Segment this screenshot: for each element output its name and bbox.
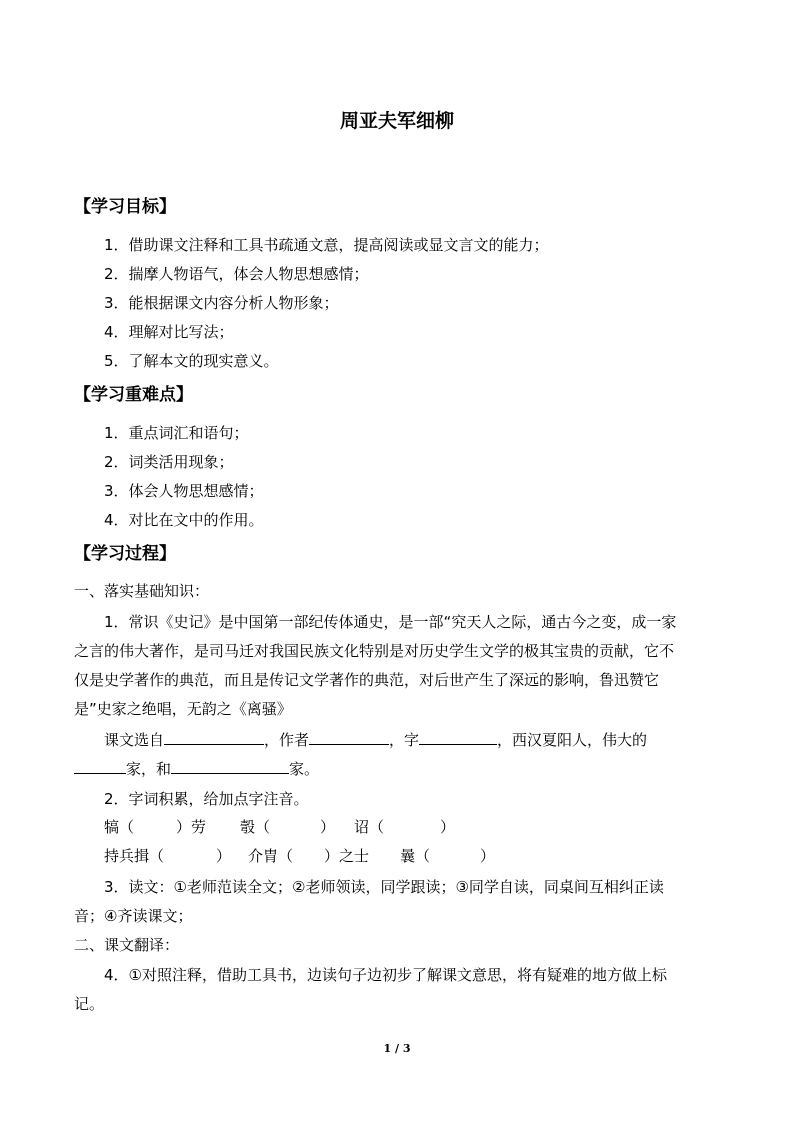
fill-text: ，作者 [264,731,310,749]
section-heading-process: 【学习过程】 [74,544,176,564]
fill-blank-author[interactable] [309,729,389,745]
fill-text: ，西汉夏阳人，伟大的 [497,731,648,749]
q3-line: 音；④齐读课文； [74,907,193,925]
fill-text: 家，和 [126,760,172,778]
key-point-item: 3．体会人物思想感情； [104,482,264,500]
part1-heading: 一、落实基础知识： [74,582,210,600]
fill-text: 家。 [289,760,320,778]
pinyin-word: 持兵揖（ [104,847,165,865]
fill-blank-courtesy-name[interactable] [419,729,497,745]
pinyin-word: 曩（ [400,847,431,865]
page-title: 周亚夫军细柳 [339,110,454,132]
pinyin-word: ） [320,818,336,836]
q3-line: 3．读文：①老师范读全文；②老师领读，同学跟读；③同学自读，同桌间互相纠正读 [104,878,664,896]
fill-text: ，字 [389,731,420,749]
pinyin-word: ）劳 [176,818,207,836]
q2-heading: 2．字词积累，给加点字注音。 [104,790,309,808]
q1-line: 之言的伟大著作，是司马迁对我国民族文化特别是对历史学生文学的极其宝贵的贡献，它不 [74,642,675,660]
q1-line: 仅是史学著作的典范，而且是传记文学著作的典范，对后世产生了深远的影响，鲁迅赞它 [74,671,660,689]
key-point-item: 1．重点词汇和语句； [104,424,249,442]
pinyin-word: ）之士 [324,847,370,865]
key-point-item: 4．对比在文中的作用。 [104,511,264,529]
pinyin-word: ） [480,847,496,865]
pinyin-word: 介胄（ [248,847,294,865]
q1-line: 1．常识《史记》是中国第一部纪传体通史，是一部“究天人之际，通古今之变，成一家 [104,613,677,631]
pinyin-word: 诏（ [354,818,385,836]
q4-line: 4．①对照注释，借助工具书，边读句子边初步了解课文意思，将有疑难的地方做上标 [104,966,667,984]
goal-item: 3．能根据课文内容分析人物形象； [104,294,339,312]
goal-item: 5．了解本文的现实意义。 [104,352,279,370]
q4-line: 记。 [74,995,105,1013]
fill-line-2 [74,758,319,779]
fill-line-1 [104,729,647,750]
fill-blank-title-2[interactable] [171,758,289,774]
goal-item: 2．揣摩人物语气，体会人物思想感情； [104,265,369,283]
page-number: 1 / 3 [383,1042,411,1055]
fill-blank-source[interactable] [164,729,264,745]
fill-blank-title-1[interactable] [74,758,126,774]
pinyin-word: ） [216,847,232,865]
part2-heading: 二、课文翻译： [74,936,180,954]
section-heading-key-points: 【学习重难点】 [74,385,193,405]
fill-text: 课文选自 [104,731,165,749]
pinyin-word: 彀（ [240,818,271,836]
q1-line: 是”史家之绝唱，无韵之《离骚》 [74,700,292,718]
pinyin-word: ） [440,818,456,836]
goal-item: 4．理解对比写法； [104,323,234,341]
section-heading-goals: 【学习目标】 [74,197,176,217]
key-point-item: 2．词类活用现象； [104,453,234,471]
goal-item: 1．借助课文注释和工具书疏通文意，提高阅读或显文言文的能力； [104,236,549,254]
pinyin-word: 犒（ [104,818,135,836]
